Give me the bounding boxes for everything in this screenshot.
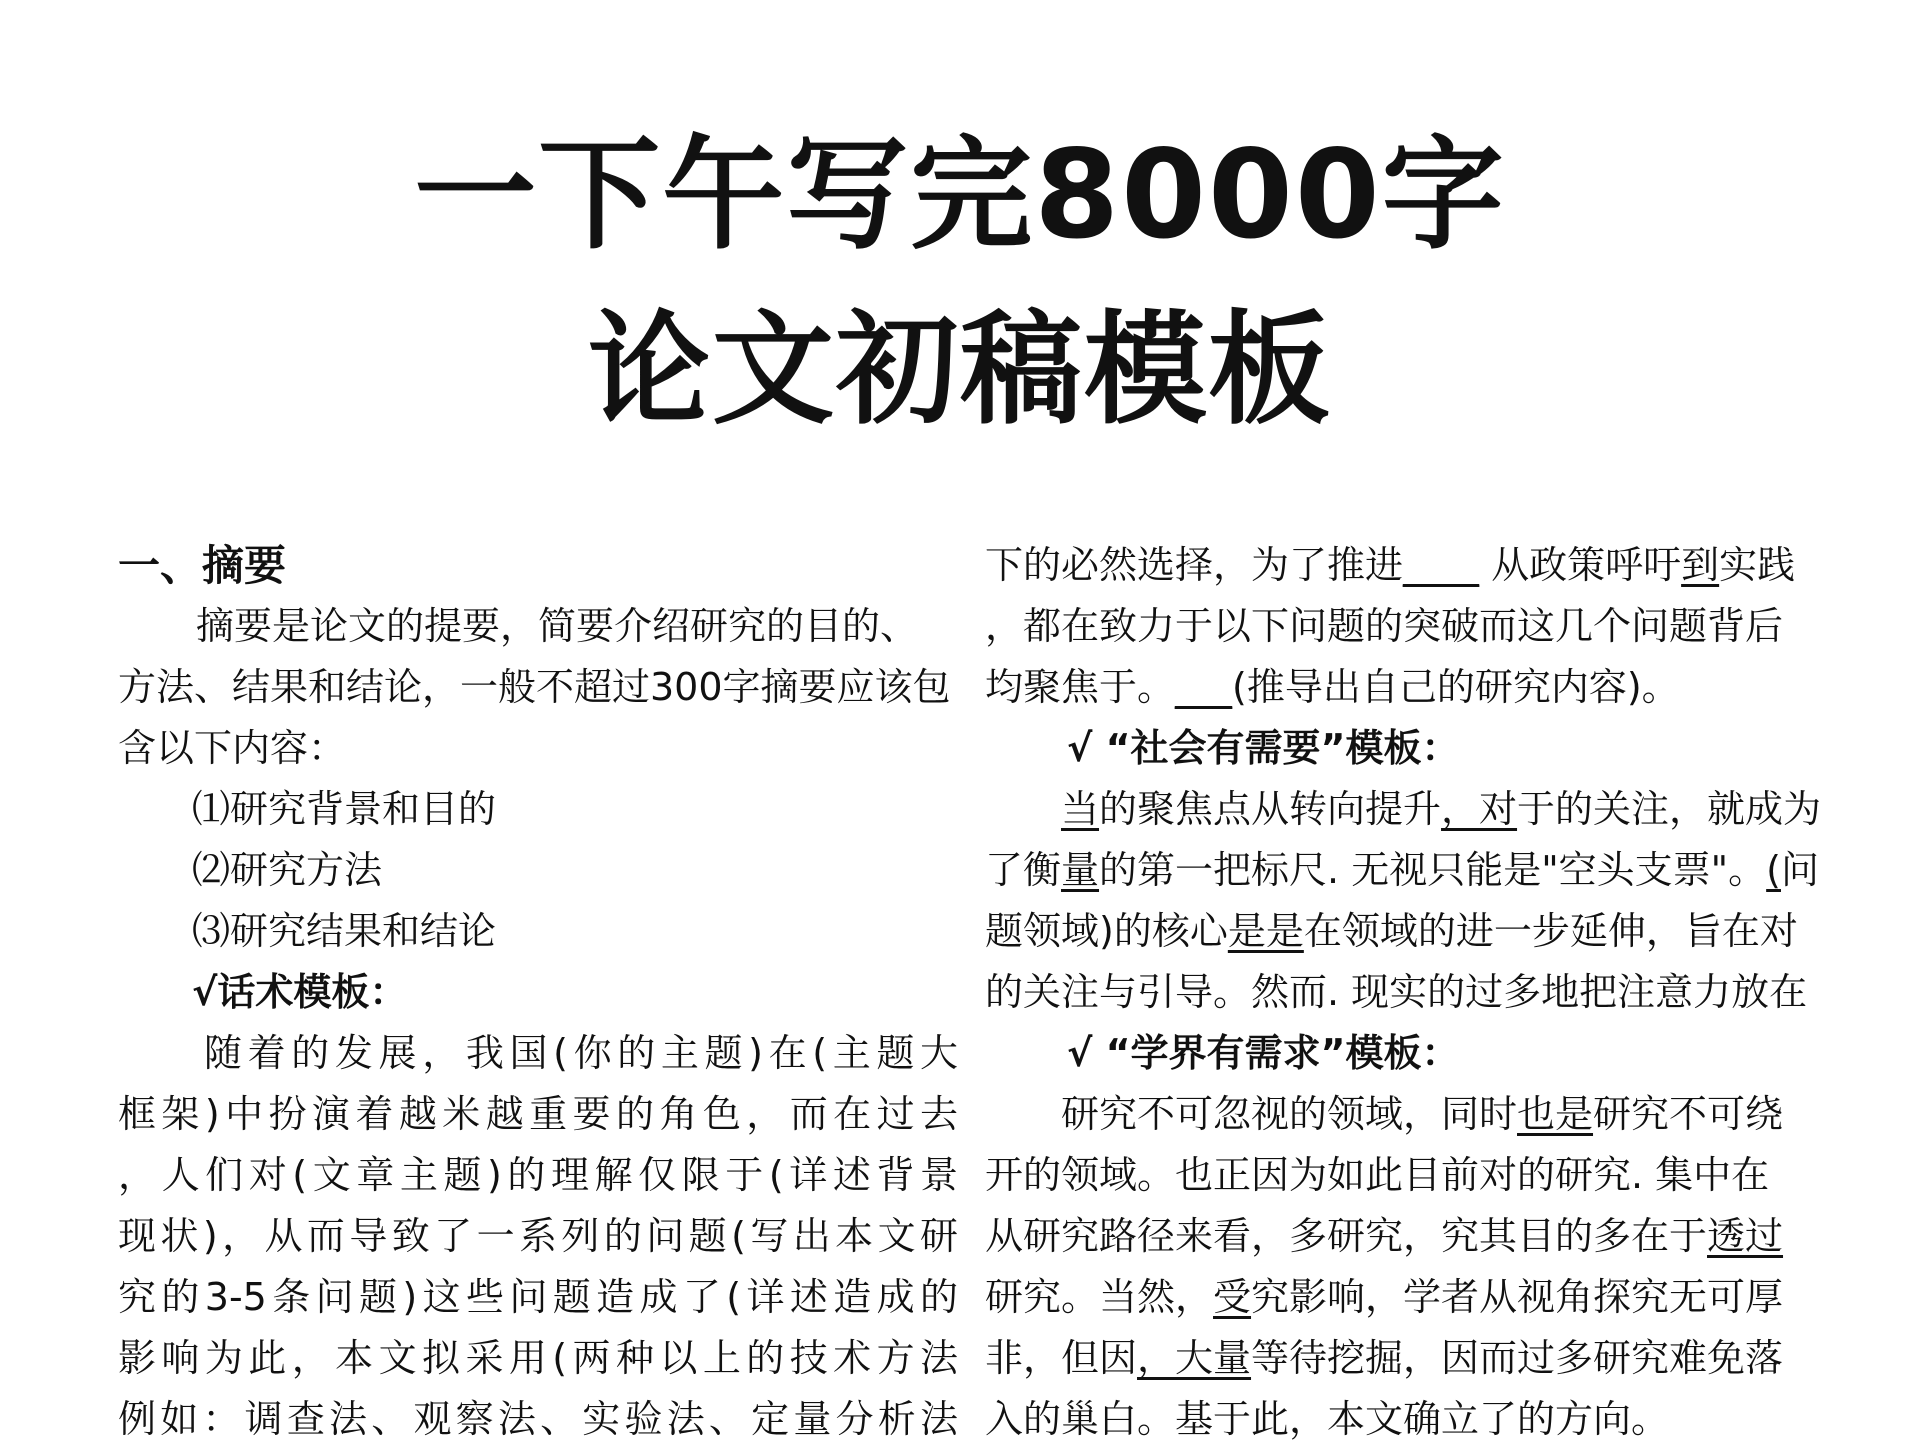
document-title-line-2: 论文初稿模板 (588, 299, 1332, 441)
list-item: ⑴研究背景和目的 (192, 787, 497, 831)
left-column (118, 535, 958, 1450)
list-item: ⑵研究方法 (192, 848, 383, 892)
academic-template-heading: √ “学界有需求”模板： (1067, 1031, 1460, 1075)
template-line: 框架)中扮演着越米越重要的角色，而在过去 (118, 1092, 958, 1136)
body-line: 下的必然选择，为了推进____ 从政策呼吁到实践 (985, 543, 1796, 587)
intro-line: 摘要是论文的提要，简要介绍研究的目的、 (196, 604, 919, 648)
body-line: 非，但因，大量等待挖掘，因而过多研究难免落 (985, 1336, 1784, 1380)
template-line: 现状)，从而导致了一系列的问题(写出本文研 (118, 1214, 958, 1258)
template-line: 随着的发展，我国(你的主题)在(主题大 (204, 1031, 958, 1075)
body-line: 研究不可忽视的领域，同时也是研究不可绕 (1061, 1092, 1784, 1136)
template-line: 影响为此，本文拟采用(两种以上的技术方法 (118, 1336, 958, 1380)
list-item: ⑶研究结果和结论 (192, 909, 497, 953)
intro-line: 方法、结果和结论，一般不超过300字摘要应该包 (118, 665, 951, 709)
template-line: 例如：调查法、观察法、实验法、定量分析法 (118, 1397, 958, 1441)
body-line: 开的领域。也正因为如此目前对的研究. 集中在 (985, 1153, 1770, 1197)
template-line: ，人们对(文章主题)的理解仅限于(详述背景 (118, 1153, 958, 1197)
body-line: 入的巢白。基于此，本文确立了的方向。 (985, 1397, 1670, 1441)
body-line: 了衡量的第一把标尺. 无视只能是"空头支票"。(问 (985, 848, 1819, 892)
template-line: 究的3-5条问题)这些问题造成了(详述造成的 (118, 1275, 958, 1319)
right-column (985, 535, 1821, 1450)
section-heading-abstract: 一、摘要 (118, 541, 287, 590)
body-line: 均聚焦于。___(推导出自己的研究内容)。 (985, 665, 1680, 709)
body-line: 题领域)的核心是是在领域的进一步延伸，旨在对 (985, 909, 1798, 953)
social-template-heading: √ “社会有需要”模板： (1067, 726, 1460, 770)
body-line: 从研究路径来看，多研究，究其目的多在于透过 (985, 1214, 1784, 1258)
body-line: ，都在致力于以下问题的突破而这几个问题背后 (985, 604, 1784, 648)
document-title-line-1: 一下午写完8000字 (414, 124, 1506, 266)
template-heading: √话术模板： (192, 970, 408, 1014)
intro-line: 含以下内容： (118, 726, 347, 770)
body-line: 研究。当然，受究影响，学者从视角探究无可厚 (985, 1275, 1784, 1319)
body-line: 的关注与引导。然而. 现实的过多地把注意力放在 (985, 970, 1808, 1014)
body-line: 当的聚焦点从转向提升，对于的关注，就成为 (1061, 787, 1821, 831)
